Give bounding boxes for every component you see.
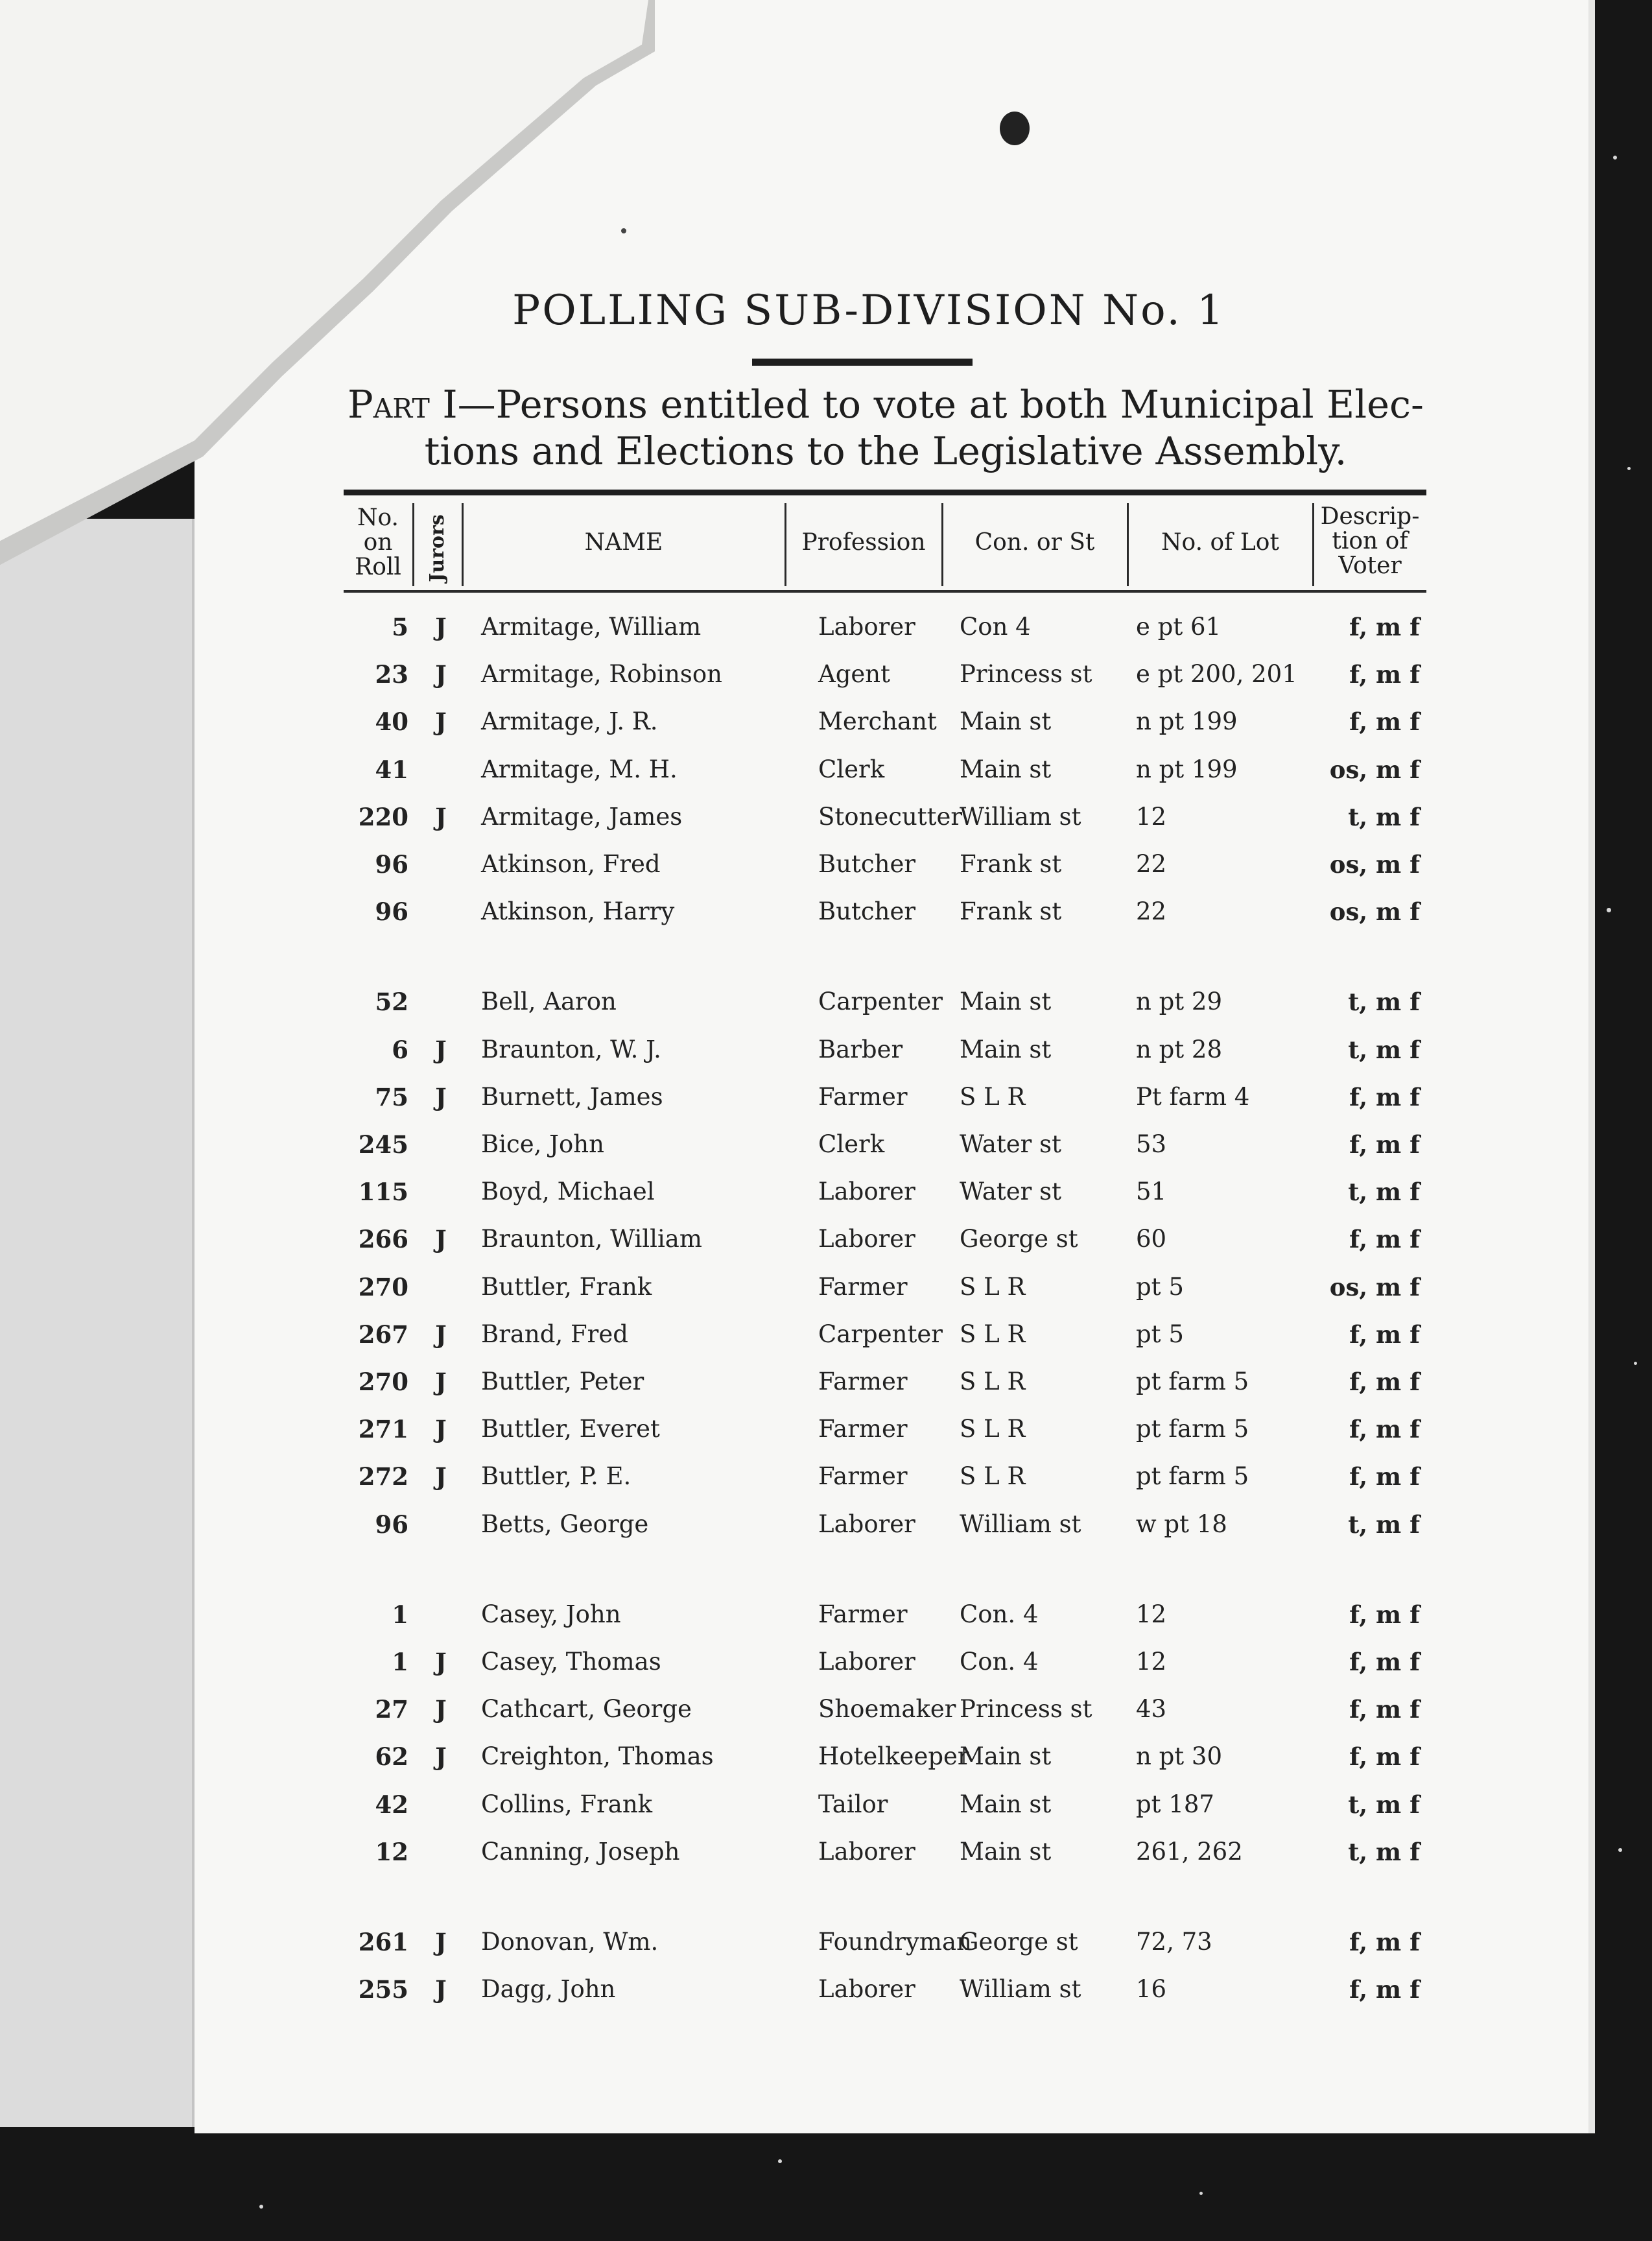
voter-name: Brand, Fred xyxy=(481,1320,628,1348)
voter-name: Burnett, James xyxy=(481,1082,663,1111)
juror-mark: J xyxy=(435,1320,447,1349)
lot-number: pt 5 xyxy=(1136,1272,1184,1301)
header-profession: Profession xyxy=(801,529,926,556)
con-or-street: Main st xyxy=(960,1035,1052,1063)
lot-number: 261, 262 xyxy=(1136,1837,1243,1866)
profession: Farmer xyxy=(818,1272,908,1301)
part-line-1-text: —Persons entitled to vote at both Municipal Elec- xyxy=(457,382,1424,427)
table-row xyxy=(344,1971,1426,2008)
voter-name: Armitage, J. R. xyxy=(481,707,658,736)
voter-description: os, m f xyxy=(1329,755,1420,784)
table-row xyxy=(344,1833,1426,1871)
roll-number: 270 xyxy=(358,1272,408,1301)
roll-number: 1 xyxy=(392,1648,408,1676)
roll-number: 52 xyxy=(375,988,408,1017)
profession: Hotelkeeper xyxy=(818,1742,969,1771)
con-or-street: William st xyxy=(960,1510,1081,1538)
voter-name: Armitage, James xyxy=(481,802,683,831)
lot-number: 22 xyxy=(1136,850,1167,878)
roll-number: 42 xyxy=(375,1790,408,1819)
con-or-street: S L R xyxy=(960,1368,1026,1395)
table-row xyxy=(344,656,1426,693)
con-or-street: Con 4 xyxy=(960,613,1031,641)
con-or-street: S L R xyxy=(960,1320,1026,1348)
con-or-street: S L R xyxy=(960,1082,1026,1111)
lot-number: n pt 28 xyxy=(1136,1035,1222,1063)
profession: Laborer xyxy=(818,1837,915,1866)
voter-name: Braunton, W. J. xyxy=(481,1035,661,1063)
lot-number: Pt farm 4 xyxy=(1136,1082,1250,1111)
profession: Butcher xyxy=(818,850,916,878)
header-no-on-roll-line: on xyxy=(363,529,393,556)
con-or-street: Main st xyxy=(960,1837,1052,1866)
juror-mark: J xyxy=(435,1462,447,1491)
voter-description: t, m f xyxy=(1348,1178,1420,1207)
profession: Farmer xyxy=(818,1415,908,1443)
lot-number: 12 xyxy=(1136,802,1167,831)
table-row xyxy=(344,751,1426,788)
roll-number: 75 xyxy=(375,1082,408,1111)
lot-number: 51 xyxy=(1136,1178,1167,1206)
voter-name: Atkinson, Harry xyxy=(481,897,675,926)
voter-name: Cathcart, George xyxy=(481,1695,692,1724)
con-or-street: William st xyxy=(960,802,1081,831)
roll-number: 220 xyxy=(358,802,408,831)
voter-name: Collins, Frank xyxy=(481,1790,653,1818)
voter-description: f, m f xyxy=(1349,1742,1420,1772)
voter-description: f, m f xyxy=(1349,707,1420,737)
header-name: NAME xyxy=(584,529,663,556)
table-row xyxy=(344,1220,1426,1258)
voter-name: Boyd, Michael xyxy=(481,1178,655,1206)
header-no-on-roll-line: Roll xyxy=(355,554,401,580)
juror-mark: J xyxy=(435,1742,447,1772)
voter-description: f, m f xyxy=(1349,613,1420,641)
header-description-line: Descrip- xyxy=(1320,503,1420,530)
roll-number: 271 xyxy=(358,1415,408,1444)
profession: Laborer xyxy=(818,1648,915,1676)
voter-description: f, m f xyxy=(1349,1082,1420,1111)
con-or-street: S L R xyxy=(960,1415,1026,1443)
con-or-street: Princess st xyxy=(960,660,1092,689)
roll-number: 261 xyxy=(358,1928,408,1956)
profession: Farmer xyxy=(818,1462,908,1491)
voter-description: t, m f xyxy=(1348,988,1420,1017)
lot-number: e pt 61 xyxy=(1136,613,1221,641)
header-jurors-label: Jurors xyxy=(425,514,449,582)
voter-description: os, m f xyxy=(1329,1272,1420,1301)
roll-number: 266 xyxy=(358,1225,408,1254)
con-or-street: Water st xyxy=(960,1178,1061,1206)
con-or-street: Con. 4 xyxy=(960,1600,1039,1628)
voter-name: Casey, John xyxy=(481,1600,621,1628)
con-or-street: Main st xyxy=(960,755,1052,783)
roll-number: 270 xyxy=(358,1368,408,1396)
con-or-street: George st xyxy=(960,1225,1078,1253)
voter-description: t, m f xyxy=(1348,802,1420,831)
voter-name: Buttler, Everet xyxy=(481,1415,660,1443)
juror-mark: J xyxy=(435,1035,447,1064)
table-row xyxy=(344,846,1426,883)
con-or-street: Main st xyxy=(960,1742,1052,1771)
voter-description: os, m f xyxy=(1329,897,1420,927)
voter-description: t, m f xyxy=(1348,1790,1420,1819)
voter-name: Bell, Aaron xyxy=(481,988,617,1016)
roll-number: 12 xyxy=(375,1837,408,1866)
table-row xyxy=(344,1316,1426,1353)
lot-number: pt 187 xyxy=(1136,1790,1214,1818)
juror-mark: J xyxy=(435,1928,447,1956)
profession: Butcher xyxy=(818,897,916,926)
profession: Clerk xyxy=(818,1130,885,1158)
header-description-line: Voter xyxy=(1338,552,1402,579)
roll-number: 96 xyxy=(375,850,408,879)
profession: Clerk xyxy=(818,755,885,783)
profession: Carpenter xyxy=(818,1320,943,1348)
lot-number: 16 xyxy=(1136,1975,1167,2004)
header-no-on-roll-line: No. xyxy=(357,504,399,531)
table-row xyxy=(344,1738,1426,1775)
voter-name: Bice, John xyxy=(481,1130,604,1158)
table-row xyxy=(344,1031,1426,1069)
roll-number: 23 xyxy=(375,660,408,689)
lot-number: pt farm 5 xyxy=(1136,1368,1249,1395)
voter-name: Creighton, Thomas xyxy=(481,1742,714,1771)
con-or-street: Princess st xyxy=(960,1695,1092,1724)
header-description-line: tion of xyxy=(1332,528,1408,554)
voter-description: f, m f xyxy=(1349,1320,1420,1349)
table-row xyxy=(344,1078,1426,1116)
voter-description: t, m f xyxy=(1348,1035,1420,1064)
profession: Laborer xyxy=(818,1975,915,2004)
roll-number: 96 xyxy=(375,897,408,927)
voter-name: Donovan, Wm. xyxy=(481,1928,659,1956)
juror-mark: J xyxy=(435,660,447,689)
voter-description: t, m f xyxy=(1348,1837,1420,1866)
con-or-street: William st xyxy=(960,1975,1081,2004)
lot-number: e pt 200, 201 xyxy=(1136,660,1297,689)
table-row xyxy=(344,798,1426,836)
profession: Farmer xyxy=(818,1368,908,1395)
table-row xyxy=(344,1506,1426,1543)
juror-mark: J xyxy=(435,1082,447,1111)
table-row xyxy=(344,1173,1426,1211)
roll-number: 115 xyxy=(358,1178,408,1207)
lot-number: w pt 18 xyxy=(1136,1510,1227,1538)
voter-description: f, m f xyxy=(1349,1130,1420,1159)
table-row xyxy=(344,608,1426,646)
profession: Tailor xyxy=(818,1790,888,1818)
page-heading: POLLING SUB-DIVISION No. 1 xyxy=(512,287,1225,335)
lot-number: n pt 30 xyxy=(1136,1742,1222,1771)
voter-description: f, m f xyxy=(1349,1648,1420,1676)
voter-name: Armitage, William xyxy=(481,613,702,641)
roll-number: 267 xyxy=(358,1320,408,1349)
roll-number: 40 xyxy=(375,707,408,737)
lot-number: pt 5 xyxy=(1136,1320,1184,1348)
voter-description: t, m f xyxy=(1348,1510,1420,1539)
voter-name: Atkinson, Fred xyxy=(481,850,661,878)
roll-number: 5 xyxy=(392,613,408,641)
juror-mark: J xyxy=(435,1695,447,1724)
profession: Farmer xyxy=(818,1600,908,1628)
lot-number: 22 xyxy=(1136,897,1167,926)
voter-description: f, m f xyxy=(1349,1368,1420,1396)
lot-number: pt farm 5 xyxy=(1136,1462,1249,1491)
roll-number: 96 xyxy=(375,1510,408,1539)
juror-mark: J xyxy=(435,1368,447,1396)
con-or-street: Frank st xyxy=(960,897,1062,926)
lot-number: 60 xyxy=(1136,1225,1167,1253)
header-no-of-lot: No. of Lot xyxy=(1161,529,1279,556)
voter-name: Casey, Thomas xyxy=(481,1648,661,1676)
profession: Foundryman xyxy=(818,1928,972,1956)
voter-description: f, m f xyxy=(1349,1415,1420,1444)
con-or-street: George st xyxy=(960,1928,1078,1956)
profession: Carpenter xyxy=(818,988,943,1016)
table-row xyxy=(344,1268,1426,1306)
roll-number: 41 xyxy=(375,755,408,784)
profession: Laborer xyxy=(818,1225,915,1253)
profession: Stonecutter xyxy=(818,802,963,831)
table-row xyxy=(344,893,1426,931)
lot-number: 12 xyxy=(1136,1600,1167,1628)
table-row xyxy=(344,1786,1426,1823)
voter-description: f, m f xyxy=(1349,1975,1420,2004)
voter-name: Braunton, William xyxy=(481,1225,702,1253)
voter-name: Armitage, Robinson xyxy=(481,660,722,689)
juror-mark: J xyxy=(435,1975,447,2004)
profession: Farmer xyxy=(818,1082,908,1111)
profession: Barber xyxy=(818,1035,903,1063)
part-title-line-2: tions and Elections to the Legislative Assembly. xyxy=(424,429,1347,473)
voter-name: Buttler, P. E. xyxy=(481,1462,631,1491)
header-con-or-st: Con. or St xyxy=(974,529,1095,556)
con-or-street: Main st xyxy=(960,1790,1052,1818)
lot-number: 43 xyxy=(1136,1695,1167,1724)
roll-number: 272 xyxy=(358,1462,408,1491)
table-row xyxy=(344,1458,1426,1495)
profession: Merchant xyxy=(818,707,937,736)
voter-name: Buttler, Peter xyxy=(481,1368,644,1395)
lot-number: 12 xyxy=(1136,1648,1167,1676)
table-row xyxy=(344,1126,1426,1163)
table-row xyxy=(344,1643,1426,1681)
con-or-street: S L R xyxy=(960,1462,1026,1491)
voter-description: f, m f xyxy=(1349,1225,1420,1254)
juror-mark: J xyxy=(435,613,447,641)
con-or-street: Water st xyxy=(960,1130,1061,1158)
roll-number: 62 xyxy=(375,1742,408,1772)
table-row xyxy=(344,1363,1426,1401)
juror-mark: J xyxy=(435,1225,447,1254)
lot-number: 53 xyxy=(1136,1130,1167,1158)
juror-mark: J xyxy=(435,1415,447,1444)
voter-name: Buttler, Frank xyxy=(481,1272,652,1301)
con-or-street: Main st xyxy=(960,988,1052,1016)
profession: Shoemaker xyxy=(818,1695,956,1724)
voter-name: Betts, George xyxy=(481,1510,649,1538)
profession: Laborer xyxy=(818,613,915,641)
table-row xyxy=(344,983,1426,1021)
voter-description: f, m f xyxy=(1349,1462,1420,1491)
voter-name: Armitage, M. H. xyxy=(481,755,678,783)
con-or-street: Frank st xyxy=(960,850,1062,878)
con-or-street: Main st xyxy=(960,707,1052,736)
voter-name: Dagg, John xyxy=(481,1975,616,2004)
voter-description: f, m f xyxy=(1349,1600,1420,1629)
profession: Laborer xyxy=(818,1178,915,1206)
lot-number: pt farm 5 xyxy=(1136,1415,1249,1443)
table-row xyxy=(344,1596,1426,1633)
roll-number: 6 xyxy=(392,1035,408,1064)
con-or-street: Con. 4 xyxy=(960,1648,1039,1676)
table-row xyxy=(344,1410,1426,1448)
voter-name: Canning, Joseph xyxy=(481,1837,680,1866)
table-row xyxy=(344,1690,1426,1728)
part-label: Part I xyxy=(348,382,458,427)
voter-description: f, m f xyxy=(1349,1928,1420,1956)
con-or-street: S L R xyxy=(960,1272,1026,1301)
roll-number: 1 xyxy=(392,1600,408,1629)
lot-number: n pt 199 xyxy=(1136,707,1238,736)
lot-number: n pt 29 xyxy=(1136,988,1222,1016)
voter-description: f, m f xyxy=(1349,1695,1420,1724)
lot-number: 72, 73 xyxy=(1136,1928,1212,1956)
voter-description: f, m f xyxy=(1349,660,1420,689)
roll-number: 27 xyxy=(375,1695,408,1724)
roll-number: 255 xyxy=(358,1975,408,2004)
juror-mark: J xyxy=(435,707,447,737)
profession: Agent xyxy=(818,660,890,689)
juror-mark: J xyxy=(435,1648,447,1676)
voter-description: os, m f xyxy=(1329,850,1420,879)
roll-number: 245 xyxy=(358,1130,408,1159)
table-row xyxy=(344,703,1426,741)
juror-mark: J xyxy=(435,802,447,831)
lot-number: n pt 199 xyxy=(1136,755,1238,783)
profession: Laborer xyxy=(818,1510,915,1538)
table-row xyxy=(344,1923,1426,1961)
